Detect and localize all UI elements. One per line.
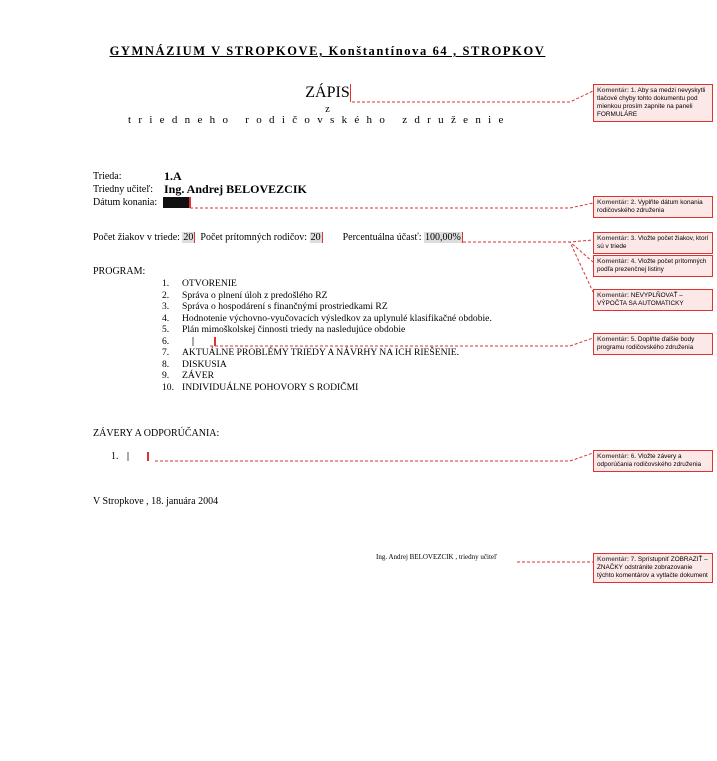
program-title: PROGRAM:: [93, 266, 146, 277]
program-item: 9. ZÁVER: [162, 370, 214, 381]
program-blank-field[interactable]: [192, 337, 216, 346]
teacher-label: Triedny učiteľ:: [93, 184, 154, 195]
program-item: 8. DISKUSIA: [162, 358, 227, 370]
place-date: V Stropkove , 18. januára 2004: [93, 496, 219, 507]
program-item: 4. Hodnotenie výchovno-vyučovacích výsledkov za uplynulé klasifikačné obdobie.: [162, 312, 492, 324]
program-list: [162, 278, 492, 393]
comment-1[interactable]: Komentár: 1. Aby sa medzi nevyskytli tlačové chyby tohto dokumentu pod mienkou prosím zapnite na paneli FORMULÁRE: [593, 84, 713, 122]
comment-auto[interactable]: Komentár: NEVYPLŇOVAŤ – VÝPOČTA SA AUTOMATICKY: [593, 289, 713, 311]
comment-4[interactable]: Komentár: 4. Vložte počet prítomných podľa prezenčnej listiny: [593, 255, 713, 277]
comment-2[interactable]: Komentár: 2. Vyplňte dátum konania rodičovského združenia: [593, 196, 713, 218]
date-label: Dátum konania:: [93, 197, 158, 208]
parents-label: Počet prítomných rodičov:: [200, 232, 308, 243]
program-item: 2. Správa o plnení úloh z predošlého RZ: [162, 289, 328, 301]
comment-7[interactable]: Komentár: 7. Sprístupniť ZOBRAZIŤ – ZNAČKY odstránite zobrazovanie týchto komentárov a vytlačte dokument: [593, 553, 713, 583]
date-input-field[interactable]: [163, 197, 191, 208]
class-label: Trieda:: [93, 171, 122, 182]
comment-6[interactable]: Komentár: 6. Vložte závery a odporúčania rodičovského združenia: [593, 450, 713, 472]
school-title: GYMNÁZIUM V STROPKOVE, Konštantínova 64 , STROPKOV: [109, 44, 546, 58]
document-subtitle: triedneho rodičovského združenie: [128, 114, 511, 126]
program-item: 6.: [162, 336, 492, 348]
document-title: ZÁPIS: [305, 84, 350, 101]
comment-3[interactable]: Komentár: 3. Vložte počet žiakov, ktorí sú v triede: [593, 232, 713, 254]
percent-label: Percentuálna účasť:: [342, 232, 422, 243]
program-item: 10. INDIVIDUÁLNE POHOVORY S RODIČMI: [162, 381, 359, 393]
signature-line: Ing. Andrej BELOVEZCIK , triedny učiteľ: [376, 553, 497, 561]
program-item: 1. OTVORENIE: [162, 278, 237, 289]
parents-count-field[interactable]: 20: [310, 232, 321, 243]
title-connector: z: [325, 104, 330, 115]
text-cursor-marker: [350, 84, 351, 102]
teacher-value: Ing. Andrej BELOVEZCIK: [164, 182, 307, 196]
program-item: 7. AKTUÁLNE PROBLÉMY TRIEDY A NÁVRHY NA ICH RIEŠENIE.: [162, 347, 459, 358]
program-item: 3. Správa o hospodárení s finančnými prostriedkami RZ: [162, 301, 388, 312]
class-value: 1.A: [164, 169, 182, 183]
percent-field: 100,00%: [425, 232, 461, 243]
stats-row: [93, 232, 463, 243]
conclusions-blank-field[interactable]: [127, 452, 149, 461]
students-label: Počet žiakov v triede:: [93, 232, 180, 243]
conclusions-title: ZÁVERY A ODPORÚČANIA:: [93, 428, 220, 439]
students-count-field[interactable]: 20: [183, 232, 194, 243]
conclusions-item: 1.: [111, 451, 149, 462]
program-item: 5. Plán mimoškolskej činnosti triedy na nasledujúce obdobie: [162, 324, 406, 335]
comment-5[interactable]: Komentár: 5. Doplňte ďalšie body programu rodičovského združenia: [593, 333, 713, 355]
